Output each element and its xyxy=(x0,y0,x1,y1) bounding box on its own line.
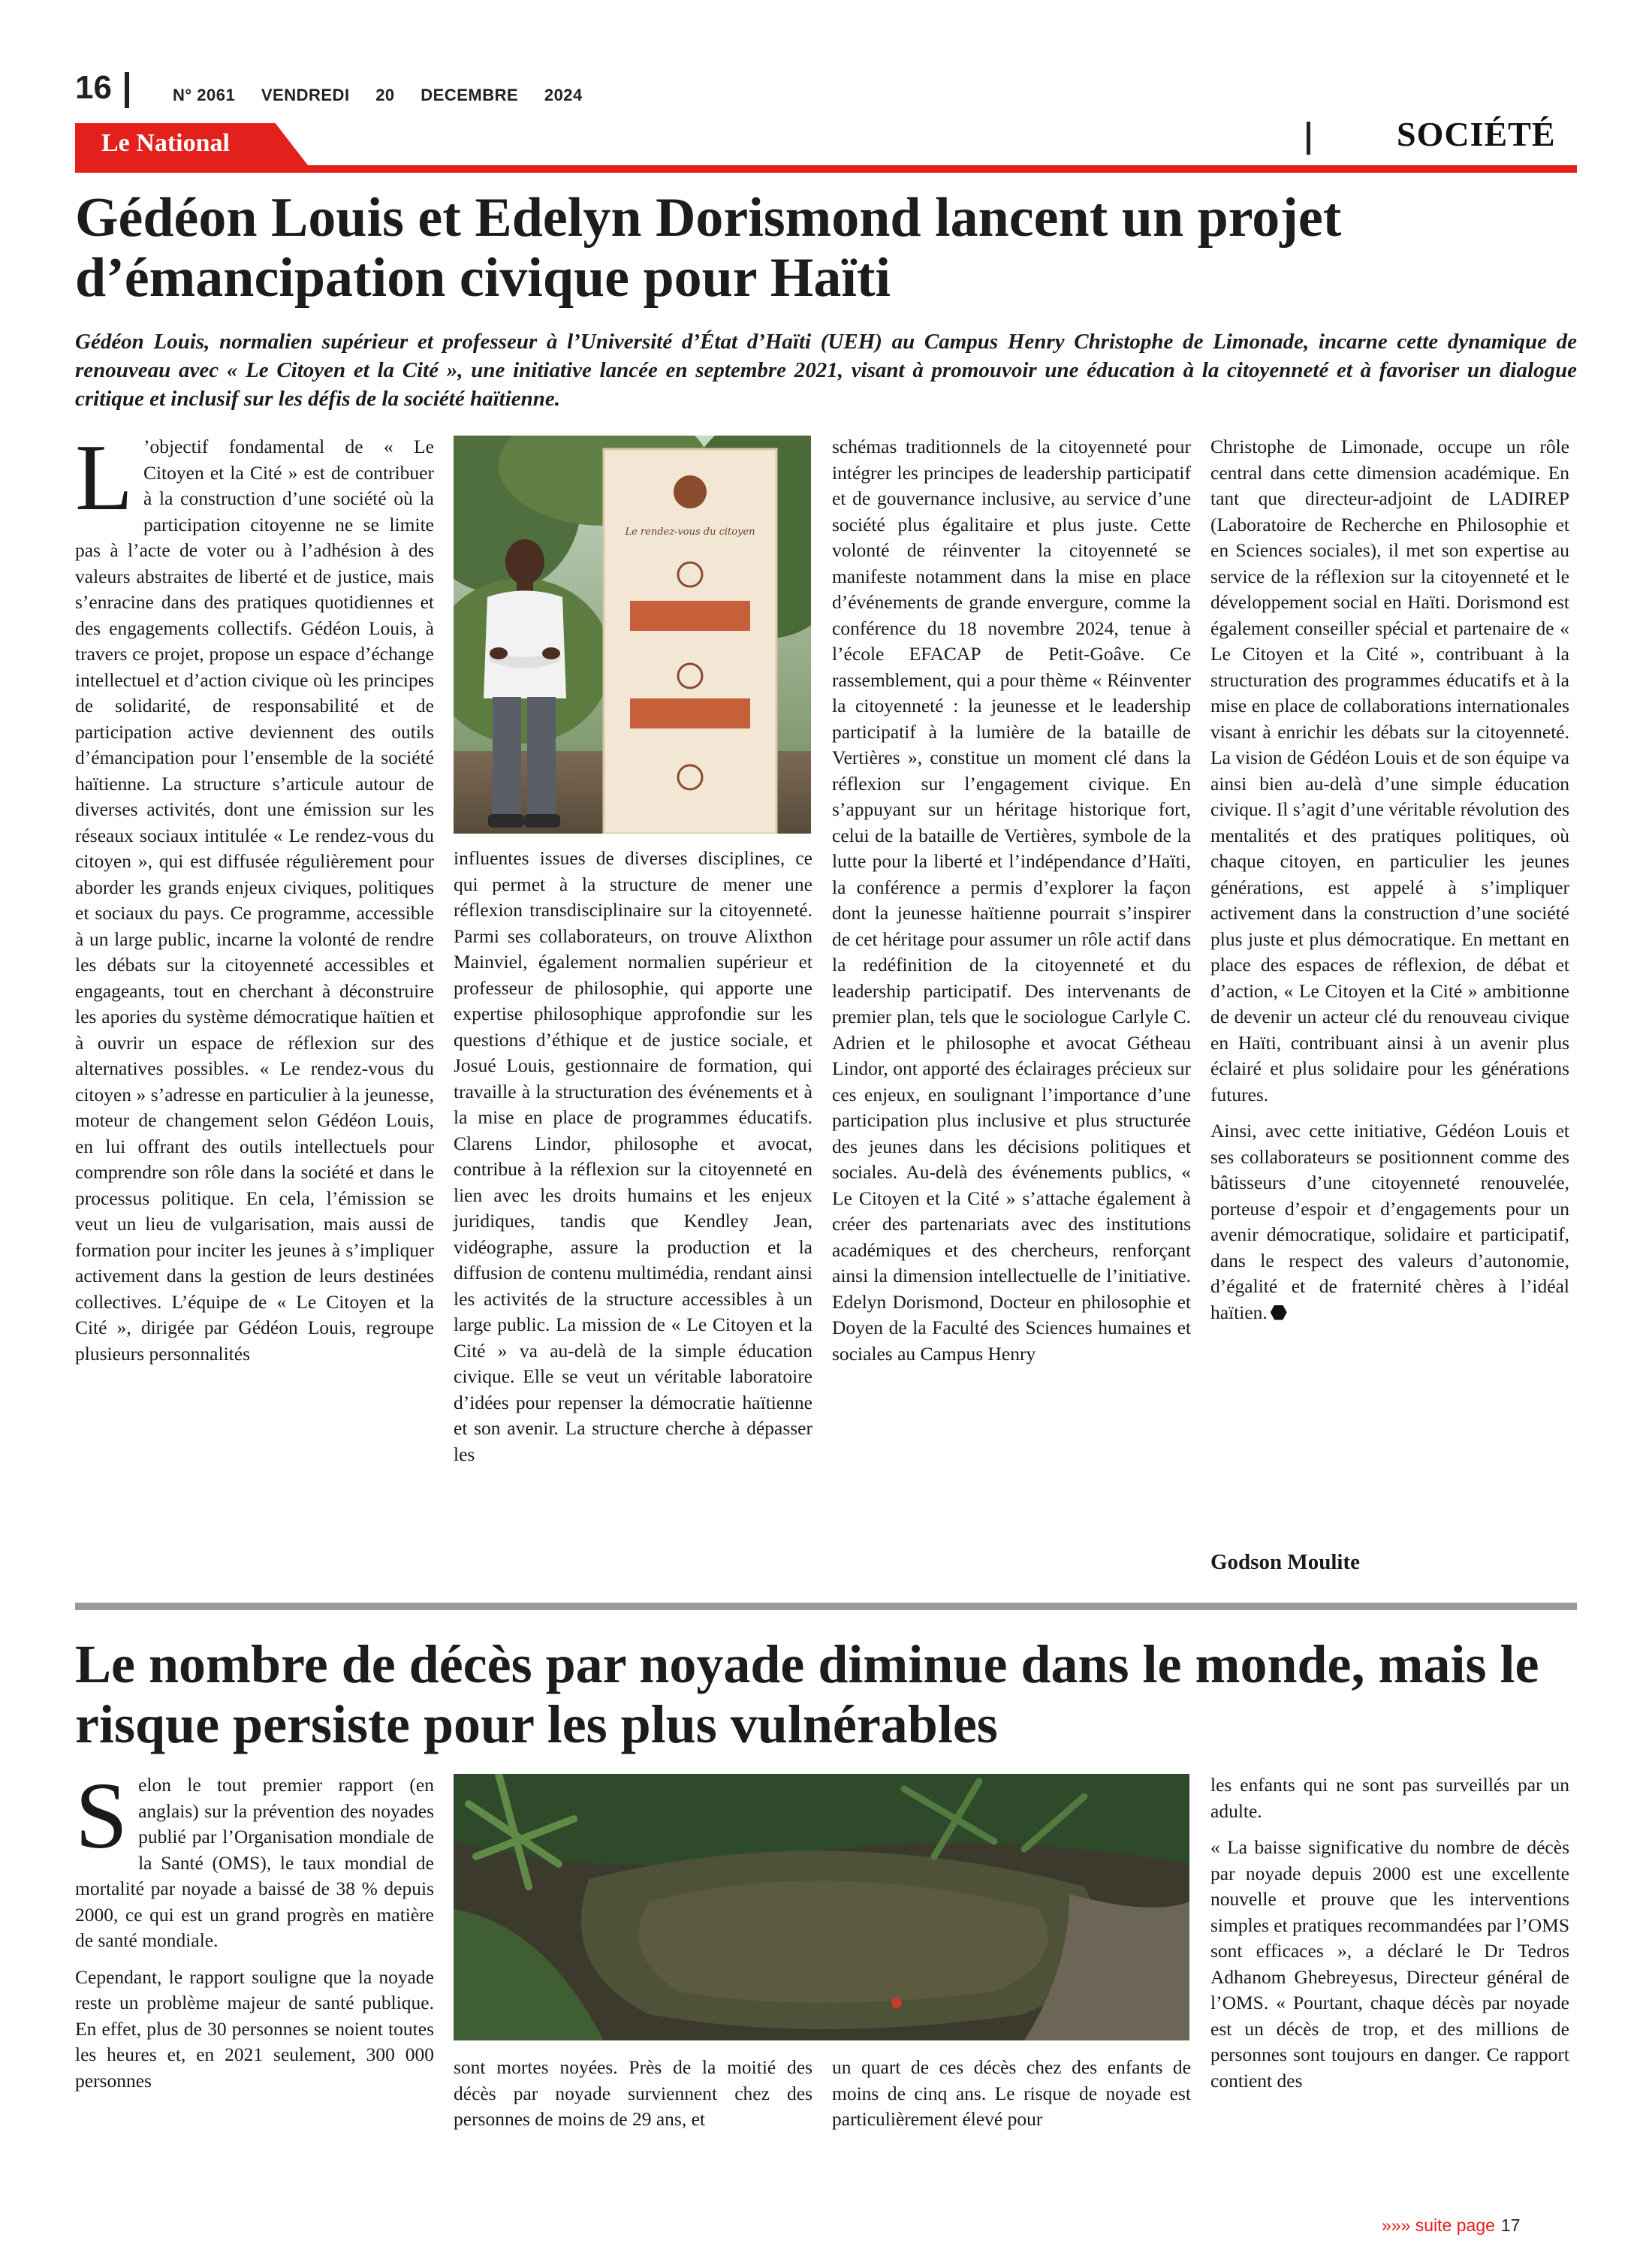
article2-column-2: sont mortes noyées. Près de la moitié des décès par noyade surviennent chez des personnes de moins de 29 ans, et xyxy=(454,2056,812,2130)
article1-lede: Gédéon Louis, normalien supérieur et professeur à l’Université d’État d’Haïti (UEH) au Campus Henry Christophe de Limonade, incarne cette dynamique de renouveau avec « Le Citoyen et la Cité », une initiative lancée en septembre 2021, visant à promouvoir une éducation à la citoyenneté et à favoriser un dialogue critique et inclusif sur les défis de la société haïtienne. xyxy=(75,330,1577,411)
article1-column-1 xyxy=(75,426,434,1367)
header-rule xyxy=(75,165,1577,173)
article1-col4-paragraph-1: Christophe de Limonade, occupe un rôle central dans cette dimension académique. En tant que directeur-adjoint de LADIREP (Laboratoire de Recherche en Philosophie et en Sciences sociales), il met son expertise au service de la réflexion sur la citoyenneté et le développement social en Haïti. Dorismond est également conseiller spécial et partenaire de « Le Citoyen et la Cité », contribuant à la structuration des programmes éducatifs et à la mise en place de collaborations internationales visant à enrichir les débats sur la citoyenneté. La vision de Gédéon Louis et de son équipe va ainsi bien au-delà d’une simple éducation civique. Il s’agit d’une véritable révolution des mentalités et des pratiques politiques, où chaque citoyen, en particulier les jeunes générations, est appelé à s’impliquer activement dans la construction d’une société plus juste et plus démocratique. En mettant en place des espaces de réflexion, de débat et d’action, « Le Citoyen et la Cité » ambitionne de devenir un acteur clé du renouveau civique en Haïti, contribuant ainsi à un avenir plus éclairé et plus solidaire pour les générations futures. xyxy=(1210,436,1570,1105)
article-divider xyxy=(75,1603,1577,1610)
article2-photo xyxy=(454,1774,1189,2040)
end-of-article-icon xyxy=(1271,1305,1287,1320)
month: DECEMBRE xyxy=(421,86,519,104)
article1-col4-paragraph-2 xyxy=(1210,1118,1569,1326)
byline: Godson Moulite xyxy=(1210,1550,1360,1574)
banner-caption: Le rendez-vous du citoyen xyxy=(625,526,755,538)
article2-column-4 xyxy=(1210,1772,1569,2094)
continued-link[interactable] xyxy=(1382,2215,1521,2236)
article1-column-4 xyxy=(1210,434,1569,1326)
article1-photo xyxy=(454,436,811,834)
article2-col4-paragraph-1: les enfants qui ne sont pas surveillés par un adulte. xyxy=(1210,1774,1569,1822)
article1-column-2: influentes issues de diverses disciplines, ce qui permet à la structure de mener une réflexion transdisciplinaire sur la citoyenneté. Parmi ses collaborateurs, on trouve Alixthon Mainviel, également normalien supérieur et professeur de philosophie, qui apporte une expertise philosophique approfondie sur les questions d’éthique et de justice sociale, et Josué Louis, gestionnaire de formation, qui travaille à la structuration des événements et à la mise en place de programmes éducatifs. Clarens Lindor, philosophe et avocat, contribue à la réflexion sur la citoyenneté en lien avec les droits humains et les enjeux juridiques, tandis que Kendley Jean, vidéographe, assure la production et la diffusion de contenu multimédia, rendant ainsi les activités de la structure accessibles à un large public. La mission de « Le Citoyen et la Cité » va au-delà de la simple éducation civique. Elle se veut un véritable laboratoire d’idées pour repenser la démocratie haïtienne et son avenir. La structure cherche à dépasser les xyxy=(454,847,812,1465)
issue-number: N° 2061 xyxy=(173,86,236,104)
article2-col4-paragraph-2: « La baisse significative du nombre de décès par noyade depuis 2000 est une excellente nouvelle et prouve que les interventions simples et pratiques recommandées par l’OMS sont efficaces », a déclaré le Dr Tedros Adhanom Ghebreyesus, Directeur général de l’OMS. « Pourtant, chaque décès par noyade est un décès de trop, et des millions de personnes sont toujours en danger. Ce rapport contient des xyxy=(1210,1836,1570,2092)
article1-col1-text: ’objectif fondamental de « Le Citoyen et la Cité » est de contribuer à la construction d’une société où la participation citoyenne ne se limite pas à l’acte de voter ou à l’adhésion à des valeurs abstraites de liberté et de justice, mais s’enracine dans des pratiques quotidiennes et des engagements collectifs. Gédéon Louis, à travers ce projet, propose un espace d’échange intellectuel et d’action civique où les principes de solidarité, de responsabilité et de participation active deviennent des outils d’émancipation pour l’ensemble de la société haïtienne. La structure s’articule autour de diverses activités, dont une émission sur les réseaux sociaux intitulée « Le rendez-vous du citoyen », qui est diffusée régulièrement pour aborder les grands enjeux civiques, politiques et sociaux du pays. Ce programme, accessible à un large public, incarne la volonté de rendre les débats sur la citoyenneté accessibles et engageants, tout en cherchant à déconstruire les apories du système démocratique haïtien et à ouvrir un espace de réflexion sur des alternatives possibles. « Le rendez-vous du citoyen » s’adresse en particulier à la jeunesse, moteur de changement selon Gédéon Louis, en lui offrant des outils intellectuels pour comprendre son rôle dans la société et dans le processus politique. En cela, l’émission se veut un lieu de vulgarisation, mais aussi de formation pour inciter les jeunes à s’impliquer activement dans la gestion de leurs destinées collectives. L’équipe de « Le Citoyen et la Cité », dirigée par Gédéon Louis, regroupe plusieurs personnalités xyxy=(75,436,434,1365)
page-number-divider xyxy=(125,72,129,108)
brand-name: Le National xyxy=(101,129,230,157)
section-label: SOCIÉTÉ xyxy=(1397,115,1556,153)
weekday: VENDREDI xyxy=(261,86,350,104)
article1-headline: Gédéon Louis et Edelyn Dorismond lancent un projet d’émancipation civique pour Haïti xyxy=(75,187,1342,309)
continued-label: »»» suite page xyxy=(1382,2215,1495,2235)
article2-col1-text: elon le tout premier rapport (en anglais) sur la prévention des noyades publié par l’Organisation mondiale de la Santé (OMS), le taux mondial de mortalité par noyade a baissé de 38 % depuis 2000, ce qui est un grand progrès en matière de santé mondiale. xyxy=(75,1774,434,1951)
article2-headline: Le nombre de décès par noyade diminue dans le monde, mais le risque persiste pour les plus vulnérables xyxy=(75,1634,1539,1754)
dropcap: L xyxy=(75,426,133,530)
article2-column-3: un quart de ces décès chez des enfants de moins de cinq ans. Le risque de noyade est particulièrement élevé pour xyxy=(832,2056,1191,2130)
article1-col4-paragraph-2-text: Ainsi, avec cette initiative, Gédéon Louis et ses collaborateurs se positionnent comme des bâtisseurs d’une citoyenneté renouvelée, porteuse d’espoir et d’engagements pour un avenir démocratique, solidaire et participatif, dans le respect des valeurs d’autonomie, d’égalité et de fraternité chères à l’idéal haïtien. xyxy=(1210,1120,1569,1323)
dropcap: S xyxy=(75,1764,128,1868)
section-divider xyxy=(1307,122,1310,155)
year: 2024 xyxy=(544,86,583,104)
page-number: 16 xyxy=(75,69,112,106)
article2-col1-paragraph-1 xyxy=(75,1764,434,1954)
issue-line xyxy=(173,86,604,105)
article2-column-1 xyxy=(75,1764,434,2094)
continued-page: 17 xyxy=(1500,2215,1521,2235)
article1-column-3: schémas traditionnels de la citoyenneté pour intégrer les principes de leadership participatif et de gouvernance inclusive, au service d’une société plus égalitaire et plus juste. Cette volonté de réinventer la citoyenneté se manifeste notamment dans la mise en place d’événements de grande envergure, comme la conférence du 18 novembre 2024, tenue à l’école EFACAP de Petit-Goâve. Ce rassemblement, qui a pour thème « Réinventer la citoyenneté : la jeunesse et le leadership participatif à la lumière de la bataille de Vertières », constitue un moment clé dans la réflexion sur l’engagement civique. En s’appuyant sur un héritage historique fort, celui de la bataille de Vertières, symbole de la lutte pour la liberté et l’indépendance d’Haïti, la conférence a permis d’explorer la façon dont la jeunesse haïtienne pourrait s’inspirer de cet héritage pour assumer un rôle actif dans la redéfinition de la citoyenneté et du leadership participatif. Des intervenants de premier plan, tels que le sociologue Carlyle C. Adrien et le philosophe et avocat Gétheau Lindor, ont apporté des éclairages précieux sur ces enjeux, en soulignant l’importance d’une participation plus inclusive et plus structurée des jeunes dans les décisions politiques et sociales. Au-delà des événements publics, « Le Citoyen et la Cité » s’attache également à créer des partenariats avec des institutions académiques et des chercheurs, renforçant ainsi la dimension intellectuelle de l’initiative. Edelyn Dorismond, Docteur en philosophie et Doyen de la Faculté des Sciences humaines et sociales au Campus Henry xyxy=(832,436,1191,1365)
day: 20 xyxy=(375,86,395,104)
article2-col1-paragraph-2: Cependant, le rapport souligne que la noyade reste un problème majeur de santé publique. En effet, plus de 30 personnes se noient toutes les heures et, en 2021 seulement, 300 000 personnes xyxy=(75,1965,434,2092)
